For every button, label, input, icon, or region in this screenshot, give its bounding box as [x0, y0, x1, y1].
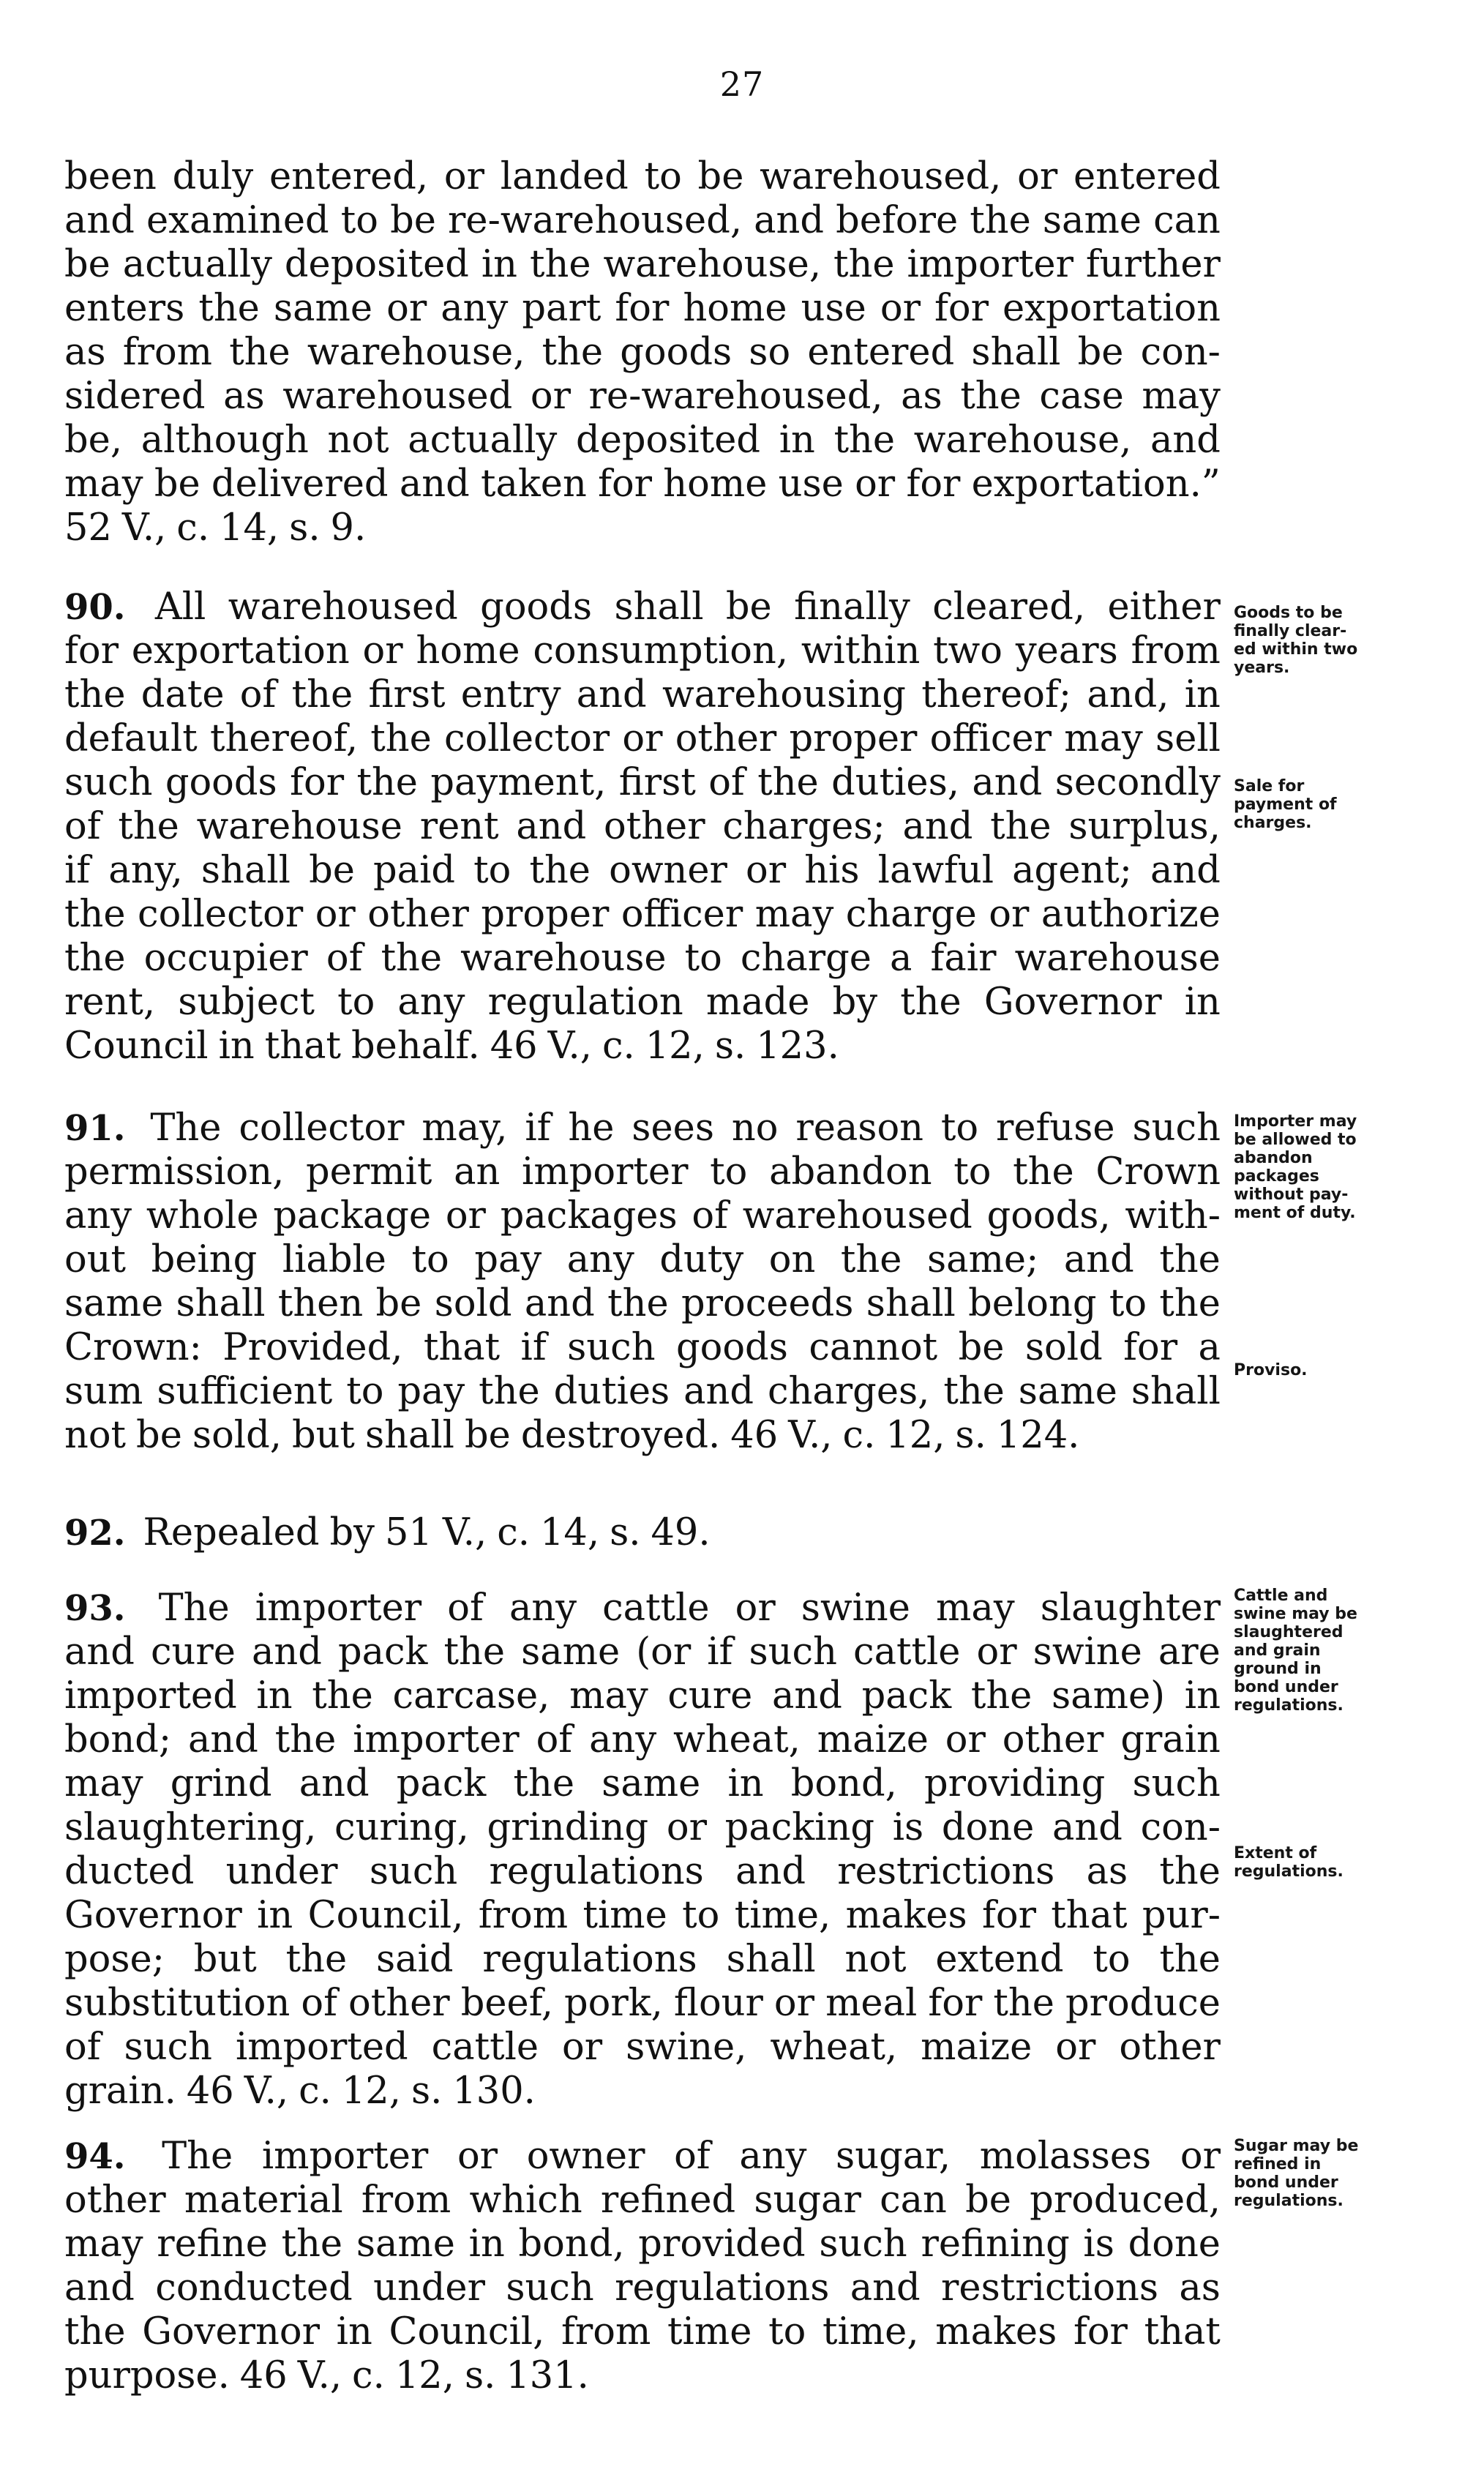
section-number: 94.: [64, 2136, 126, 2177]
text-line: Crown: Provided, that if such goods cannot be sold for a: [64, 1326, 1221, 1369]
margin-note: [1234, 604, 1468, 677]
section-93: [64, 1587, 1221, 2113]
margin-note-line: swine may be: [1234, 1605, 1357, 1623]
margin-note: [1234, 2137, 1468, 2210]
section-91: [64, 1106, 1221, 1458]
text-line: not be sold, but shall be destroyed. 46 V., c. 12, s. 124.: [64, 1414, 1080, 1457]
margin-note-line: finally clear-: [1234, 622, 1347, 640]
text-line: slaughtering, curing, grinding or packing is done and con-: [64, 1806, 1221, 1849]
text-line: be actually deposited in the warehouse, the importer further: [64, 243, 1221, 286]
margin-note-line: slaughtered: [1234, 1623, 1344, 1641]
section-92: [64, 1511, 1221, 1555]
section-number: 93.: [64, 1588, 126, 1629]
text-line: and examined to be re-warehoused, and before the same can: [64, 199, 1221, 242]
text-line: may refine the same in bond, provided such refining is done: [64, 2222, 1221, 2266]
text-line: bond; and the importer of any wheat, maize or other grain: [64, 1718, 1221, 1761]
margin-note-line: without pay-: [1234, 1186, 1349, 1204]
text-line: the date of the first entry and warehousing thereof; and, in: [64, 673, 1221, 716]
text-line: purpose. 46 V., c. 12, s. 131.: [64, 2354, 589, 2397]
text-line: ducted under such regulations and restrictions as the: [64, 1850, 1221, 1893]
text-line: the occupier of the warehouse to charge a fair warehouse: [64, 937, 1221, 980]
text-line: may be delivered and taken for home use or for exportation.”: [64, 462, 1221, 506]
text-line: such goods for the payment, first of the duties, and secondly: [64, 761, 1221, 804]
text-line: the collector or other proper officer may charge or authorize: [64, 893, 1221, 936]
text-line: if any, shall be paid to the owner or his lawful agent; and: [64, 849, 1221, 892]
text-line: of the warehouse rent and other charges; and the surplus,: [64, 805, 1221, 848]
margin-note-line: charges.: [1234, 814, 1312, 832]
section-number: 92.: [64, 1513, 126, 1554]
margin-note-line: regulations.: [1234, 1862, 1344, 1881]
text-line: been duly entered, or landed to be warehoused, or entered: [64, 155, 1221, 198]
text-line: enters the same or any part for home use or for exportation: [64, 287, 1221, 330]
text-line: other material from which refined sugar can be produced,: [64, 2179, 1221, 2222]
text-line: imported in the carcase, may cure and pack the same) in: [64, 1674, 1221, 1718]
text-line: same shall then be sold and the proceeds shall belong to the: [64, 1282, 1221, 1325]
text-line: sidered as warehoused or re-warehoused, as the case may: [64, 375, 1221, 418]
margin-note-line: Extent of: [1234, 1844, 1317, 1862]
margin-note-line: Cattle and: [1234, 1587, 1328, 1605]
text-line: and conducted under such regulations and restrictions as: [64, 2266, 1221, 2310]
margin-note-line: ed within two: [1234, 640, 1358, 659]
margin-note-line: ground in: [1234, 1660, 1322, 1678]
margin-note: [1234, 1844, 1468, 1881]
text-line: 94. The importer or owner of any sugar, molasses or: [64, 2135, 1221, 2178]
margin-note-line: abandon: [1234, 1149, 1313, 1167]
margin-note-line: years.: [1234, 659, 1290, 677]
margin-note-line: bond under: [1234, 2173, 1338, 2192]
text-line: 91. The collector may, if he sees no reason to refuse such: [64, 1106, 1221, 1150]
text-line: pose; but the said regulations shall not extend to the: [64, 1938, 1221, 1981]
text-line: any whole package or packages of warehoused goods, with-: [64, 1194, 1221, 1237]
margin-note-line: be allowed to: [1234, 1131, 1357, 1149]
text-line: 52 V., c. 14, s. 9.: [64, 506, 367, 550]
text-line: 92. Repealed by 51 V., c. 14, s. 49.: [64, 1511, 711, 1554]
text-line: out being liable to pay any duty on the same; and the: [64, 1238, 1221, 1281]
margin-note: [1234, 1587, 1468, 1715]
section-90: [64, 585, 1221, 1068]
margin-note-line: ment of duty.: [1234, 1204, 1356, 1222]
margin-note-line: payment of: [1234, 795, 1337, 814]
text-line: 90. All warehoused goods shall be finally cleared, either: [64, 585, 1221, 629]
text-line: sum sufficient to pay the duties and charges, the same shall: [64, 1370, 1221, 1413]
margin-note-line: regulations.: [1234, 2192, 1344, 2210]
margin-note-line: Sugar may be: [1234, 2137, 1359, 2155]
text-line: as from the warehouse, the goods so entered shall be con-: [64, 331, 1221, 374]
text-line: permission, permit an importer to abandon to the Crown: [64, 1150, 1221, 1194]
text-line: Governor in Council, from time to time, makes for that pur-: [64, 1894, 1221, 1937]
margin-note-line: packages: [1234, 1167, 1319, 1186]
page-number: 27: [719, 64, 765, 104]
margin-note-line: and grain: [1234, 1641, 1321, 1660]
margin-note: [1234, 777, 1468, 832]
text-line: and cure and pack the same (or if such cattle or swine are: [64, 1630, 1221, 1674]
margin-note-line: Sale for: [1234, 777, 1305, 795]
text-line: default thereof, the collector or other proper officer may sell: [64, 717, 1221, 760]
margin-note-line: Goods to be: [1234, 604, 1343, 622]
text-line: substitution of other beef, pork, flour or meal for the produce: [64, 1982, 1221, 2025]
section-number: 91.: [64, 1108, 126, 1149]
text-line: grain. 46 V., c. 12, s. 130.: [64, 2070, 536, 2113]
text-line: 93. The importer of any cattle or swine may slaughter: [64, 1587, 1221, 1630]
text-line: be, although not actually deposited in the warehouse, and: [64, 419, 1221, 462]
margin-note: [1234, 1112, 1468, 1222]
margin-note-line: refined in: [1234, 2155, 1322, 2173]
text-line: rent, subject to any regulation made by the Governor in: [64, 981, 1221, 1024]
continued-paragraph: [64, 155, 1221, 550]
margin-note-line: regulations.: [1234, 1696, 1344, 1715]
margin-note-line: Proviso.: [1234, 1361, 1308, 1379]
section-number: 90.: [64, 587, 126, 628]
text-line: the Governor in Council, from time to time, makes for that: [64, 2310, 1221, 2353]
text-line: may grind and pack the same in bond, providing such: [64, 1762, 1221, 1805]
section-94: [64, 2135, 1221, 2398]
text-line: of such imported cattle or swine, wheat, maize or other: [64, 2026, 1221, 2069]
text-line: Council in that behalf. 46 V., c. 12, s. 123.: [64, 1025, 839, 1068]
margin-note-line: Importer may: [1234, 1112, 1357, 1131]
margin-note-line: bond under: [1234, 1678, 1338, 1696]
text-line: for exportation or home consumption, within two years from: [64, 629, 1221, 673]
margin-note: [1234, 1361, 1468, 1379]
